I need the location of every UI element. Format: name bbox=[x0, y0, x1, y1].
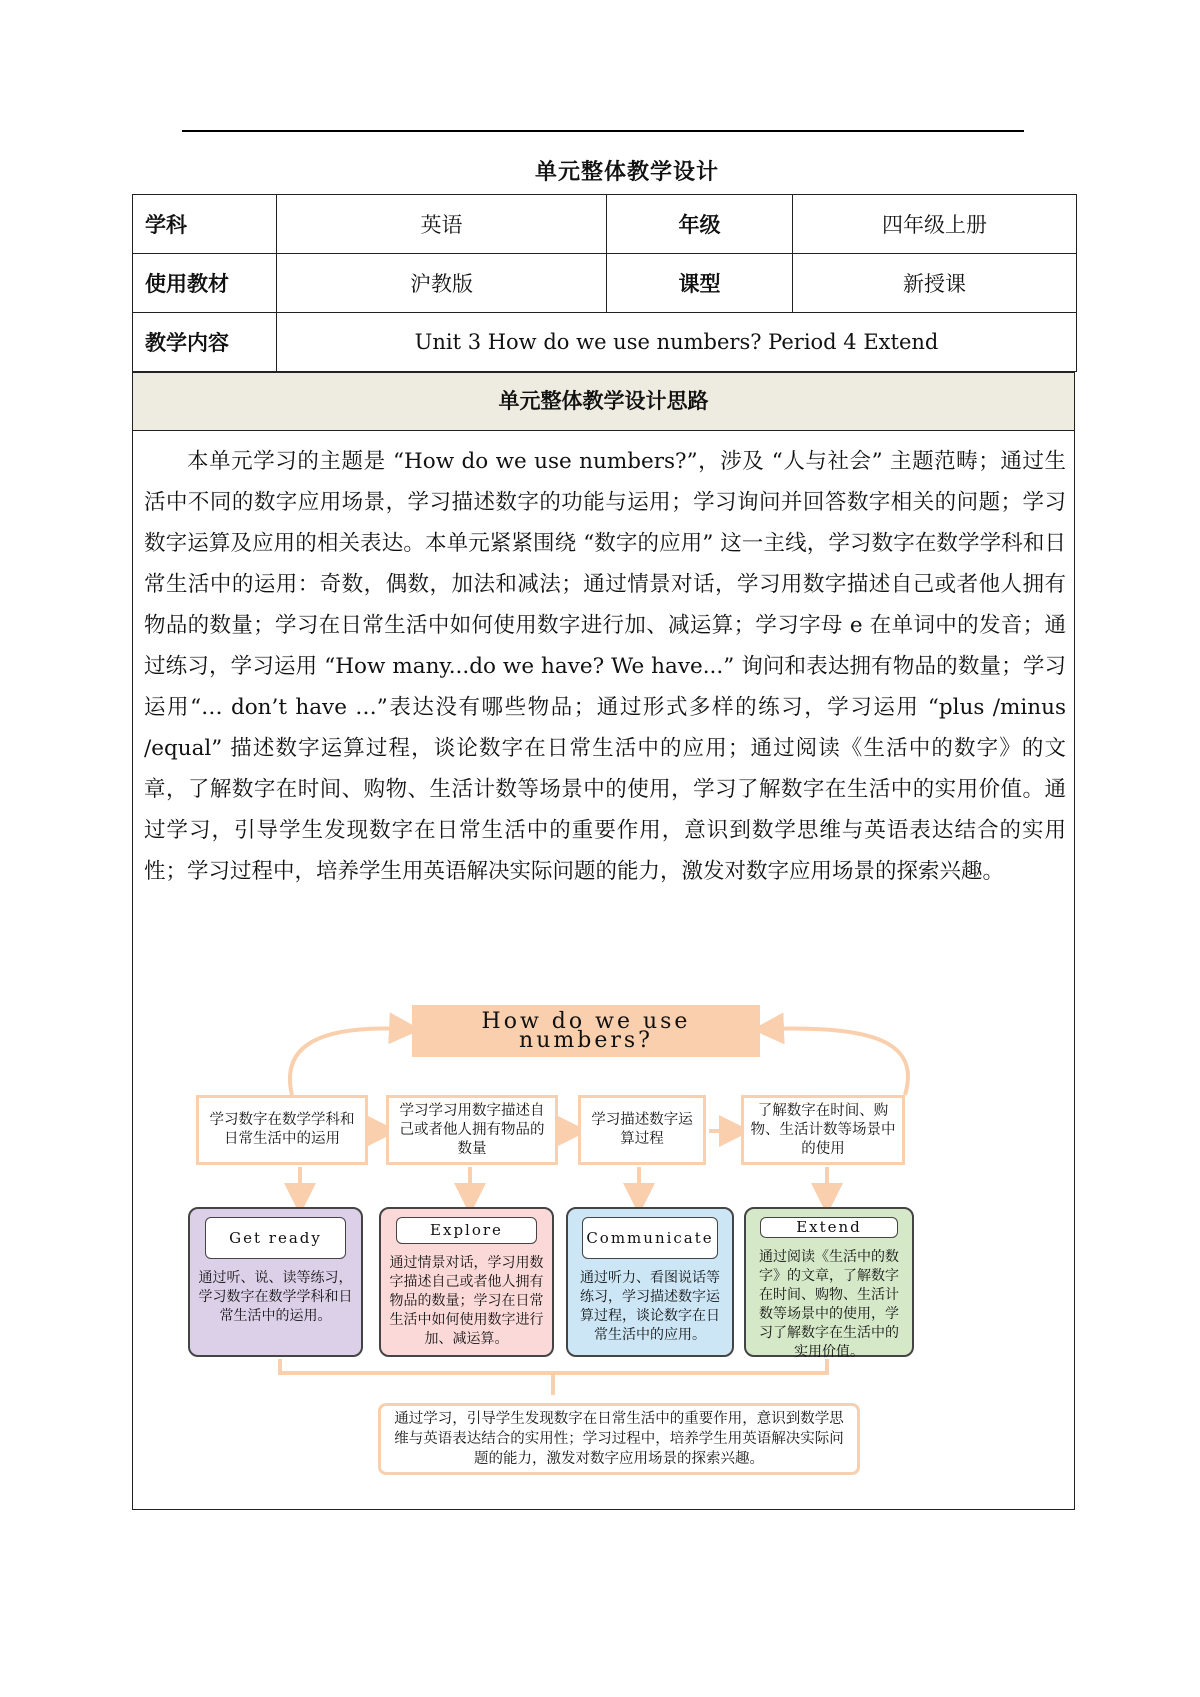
phase-description: 通过阅读《生活中的数字》的文章，了解数字在时间、购物、生活计数等场景中的使用，学习了解数字在生活中的实用价值。 bbox=[759, 1249, 899, 1360]
info-table bbox=[132, 194, 1077, 372]
unit-diagram bbox=[200, 995, 1010, 1485]
subject-label: 学科 bbox=[133, 195, 277, 254]
lesson-type-label: 课型 bbox=[607, 254, 793, 313]
phase-title: Get ready bbox=[205, 1217, 347, 1259]
content-value: Unit 3 How do we use numbers? Period 4 Extend bbox=[277, 313, 1077, 372]
textbook-label: 使用教材 bbox=[133, 254, 277, 313]
textbook-value: 沪教版 bbox=[277, 254, 607, 313]
phase-title: Extend bbox=[760, 1217, 898, 1238]
step-box: 了解数字在时间、购物、生活计数等场景中的使用 bbox=[741, 1095, 905, 1165]
phase-description: 通过听力、看图说话等练习，学习描述数字运算过程，谈论数字在日常生活中的应用。 bbox=[580, 1270, 720, 1343]
phase-title: Explore bbox=[396, 1217, 538, 1244]
document-title: 单元整体教学设计 bbox=[534, 160, 719, 185]
table-row bbox=[133, 254, 1077, 313]
table-row bbox=[133, 195, 1077, 254]
phase-description: 通过情景对话，学习用数字描述自己或者他人拥有物品的数量；学习在日常生活中如何使用数字进行加、减运算。 bbox=[389, 1255, 544, 1347]
phase-extend bbox=[744, 1207, 914, 1360]
phase-get-ready bbox=[188, 1207, 363, 1357]
step-box: 学习数字在数学学科和日常生活中的运用 bbox=[196, 1095, 368, 1165]
step-box: 学习学习用数字描述自己或者他人拥有物品的数量 bbox=[386, 1095, 558, 1165]
phase-title: Communicate bbox=[582, 1217, 718, 1259]
grade-value: 四年级上册 bbox=[793, 195, 1077, 254]
phase-explore bbox=[379, 1207, 554, 1357]
top-rule bbox=[182, 130, 1024, 132]
section-heading: 单元整体教学设计思路 bbox=[132, 372, 1075, 431]
content-label: 教学内容 bbox=[133, 313, 277, 372]
table-row bbox=[133, 313, 1077, 372]
summary-box: 通过学习，引导学生发现数字在日常生活中的重要作用，意识到数学思维与英语表达结合的实用性；学习过程中，培养学生用英语解决实际问题的能力，激发对数字应用场景的探索兴趣。 bbox=[378, 1403, 860, 1475]
lesson-type-value: 新授课 bbox=[793, 254, 1077, 313]
phase-description: 通过听、说、读等练习，学习数字在数学学科和日常生活中的运用。 bbox=[198, 1270, 353, 1324]
step-box: 学习描述数字运算过程 bbox=[578, 1095, 706, 1165]
grade-label: 年级 bbox=[607, 195, 793, 254]
subject-value: 英语 bbox=[277, 195, 607, 254]
design-paragraph: 本单元学习的主题是 “How do we use numbers?”，涉及 “人与社会” 主题范畴；通过生活中不同的数字应用场景，学习描述数字的功能与运用；学习询问并回答数字相关的问题；学习数字运算及应用的相关表达。本单元紧紧围绕 “数字的应用” 这一主线，学习数字在数学学科和日常生活中的运用：奇数，偶数，加法和减法；通过情景对话，学习用数字描述自己或者他人拥有物品的数量；学习在日常生活中如何使用数字进行加、减运算；学习字母 e 在单词中的发音；通过练习，学习运用 “How many...do we have? We have...” 询问和表达拥有物品的数量；学习运用“… don’t have …”表达没有哪些物品；通过形式多样的练习，学习运用 “plus /minus /equal” 描述数字运算过程，谈论数字在日常生活中的应用；通过阅读《生活中的数字》的文章，了解数字在时间、购物、生活计数等场景中的使用，学习了解数字在生活中的实用价值。通过学习，引导学生发现数字在日常生活中的重要作用，意识到数学思维与英语表达结合的实用性；学习过程中，培养学生用英语解决实际问题的能力，激发对数字应用场景的探索兴趣。 bbox=[144, 449, 1066, 884]
phase-communicate bbox=[566, 1207, 734, 1357]
diagram-title: How do we use numbers? bbox=[412, 1005, 760, 1057]
